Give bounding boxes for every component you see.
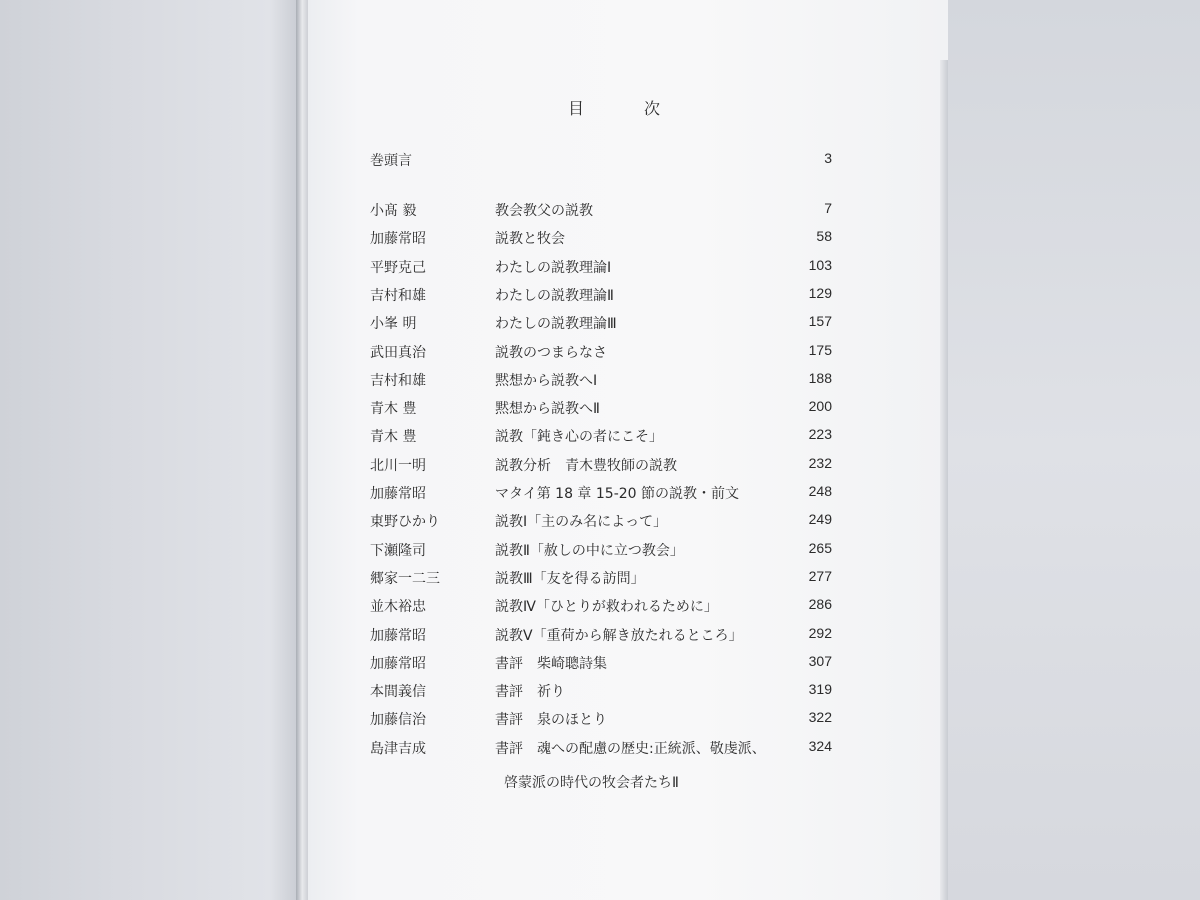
toc-entry <box>370 455 840 481</box>
toc-entry-author: 青木 豊 <box>370 401 417 418</box>
toc-entry-page: 265 <box>808 539 832 556</box>
toc-entry <box>370 228 840 254</box>
toc-entry-author: 北川一明 <box>370 457 426 474</box>
toc-entry-title: 説教Ⅲ「友を得る訪問」 <box>495 570 645 587</box>
toc-entry-title: 説教のつまらなさ <box>495 344 607 361</box>
toc-entry-page: 7 <box>824 200 832 216</box>
toc-entry-author: 吉村和雄 <box>370 372 426 389</box>
left-page <box>0 0 300 900</box>
toc-entry-author: 加藤常昭 <box>370 486 426 502</box>
toc-entry <box>370 653 840 679</box>
toc-entry-author: 郷家一二三 <box>370 570 440 587</box>
toc-entry-author: 加藤信治 <box>370 712 426 729</box>
toc-entry-title: 書評 泉のほとり <box>495 712 607 729</box>
toc-entry-page: 249 <box>808 511 832 528</box>
toc-entry-title: 説教と牧会 <box>495 231 565 248</box>
toc-entry-page: 292 <box>808 624 832 641</box>
toc-entry <box>370 540 840 566</box>
toc-entry-author: 加藤常昭 <box>370 627 426 644</box>
background-surface <box>948 0 1200 900</box>
toc-entry-title: マタイ第 18 章 15-20 節の説教・前文 <box>495 486 740 502</box>
toc-entry-author: 平野克己 <box>370 259 426 276</box>
toc-entry-title: わたしの説教理論Ⅰ <box>495 259 612 276</box>
toc-entry-page: 157 <box>808 313 832 330</box>
toc-entry-author: 東野ひかり <box>370 514 440 531</box>
toc-entry-title: 説教Ⅱ「赦しの中に立つ教会」 <box>495 542 684 559</box>
toc-entry-title: 説教Ⅴ「重荷から解き放たれるところ」 <box>495 627 743 644</box>
toc-entry-title: 書評 魂への配慮の歴史:正統派、敬虔派、 <box>495 740 766 757</box>
toc-entry <box>370 257 840 283</box>
toc-entry-page: 200 <box>808 398 832 415</box>
toc-entry <box>370 342 840 368</box>
toc-entry-page: 188 <box>808 369 832 386</box>
toc-entry-title: 説教「鈍き心の者にこそ」 <box>495 429 663 446</box>
toc-entry-page: 307 <box>808 652 832 669</box>
toc-entry-author: 島津吉成 <box>370 740 426 757</box>
toc-entry <box>370 370 840 396</box>
toc-entry-page: 324 <box>808 737 832 754</box>
toc-entry-page: 286 <box>808 596 832 613</box>
toc-entry-page: 175 <box>808 341 832 358</box>
toc-entry <box>370 313 840 339</box>
toc-entry-page: 248 <box>808 483 832 499</box>
toc-entry-title: 説教Ⅰ「主のみ名によって」 <box>495 514 668 531</box>
toc-entry <box>370 568 840 594</box>
toc-entry <box>370 285 840 311</box>
toc-entry-author: 本間義信 <box>370 684 426 701</box>
toc-entry-author: 並木裕忠 <box>370 599 426 616</box>
toc-entry-author: 吉村和雄 <box>370 287 426 304</box>
toc-entry-title: 書評 祈り <box>495 684 565 701</box>
toc-entry-title: わたしの説教理論Ⅱ <box>495 287 614 304</box>
toc-entry-author: 加藤常昭 <box>370 231 426 248</box>
toc-entry <box>370 483 840 509</box>
toc-entry-title: 書評 柴崎聰詩集 <box>495 655 607 672</box>
toc-entry-author: 武田真治 <box>370 344 426 361</box>
toc-entry <box>370 426 840 452</box>
toc-entry-page: 277 <box>808 567 832 584</box>
toc-entry <box>370 200 840 226</box>
toc-entry-title: 黙想から説教へⅠ <box>495 372 598 389</box>
toc-entry <box>370 596 840 622</box>
toc-preface <box>370 150 840 176</box>
toc-entry <box>370 709 840 735</box>
toc-entry-title: 説教Ⅳ「ひとりが救われるために」 <box>495 599 718 616</box>
toc-entry-title: 説教分析 青木豊牧師の説教 <box>495 457 677 474</box>
toc-entry-author: 小髙 毅 <box>370 203 417 219</box>
toc-entry <box>370 625 840 651</box>
toc-entry-page: 319 <box>808 681 832 698</box>
toc-entry <box>370 511 840 537</box>
toc-entry <box>370 738 840 764</box>
preface-page: 3 <box>824 150 832 166</box>
toc-entry-author: 青木 豊 <box>370 429 417 446</box>
toc-entry-title: 教会教父の説教 <box>495 203 593 219</box>
toc-entry-page: 58 <box>816 228 832 245</box>
toc-entry-page: 223 <box>808 426 832 443</box>
toc-entry-title: 黙想から説教へⅡ <box>495 401 600 418</box>
toc-entry <box>370 681 840 707</box>
toc-entry-title: わたしの説教理論Ⅲ <box>495 316 617 333</box>
toc-entry <box>370 398 840 424</box>
toc-entry-author: 加藤常昭 <box>370 655 426 672</box>
toc-entry-page: 103 <box>808 256 832 273</box>
page-edge <box>940 60 948 900</box>
toc-entry-author: 下瀬隆司 <box>370 542 426 559</box>
toc-heading: 目 次 <box>568 99 683 118</box>
toc-entry-title-continued: 啓蒙派の時代の牧会者たちⅡ <box>504 775 679 791</box>
toc-entry-page: 129 <box>808 284 832 301</box>
toc-entry-page: 322 <box>808 709 832 726</box>
toc-entry-page: 232 <box>808 454 832 471</box>
preface-label: 巻頭言 <box>370 153 412 169</box>
toc-entry-author: 小峯 明 <box>370 316 417 333</box>
